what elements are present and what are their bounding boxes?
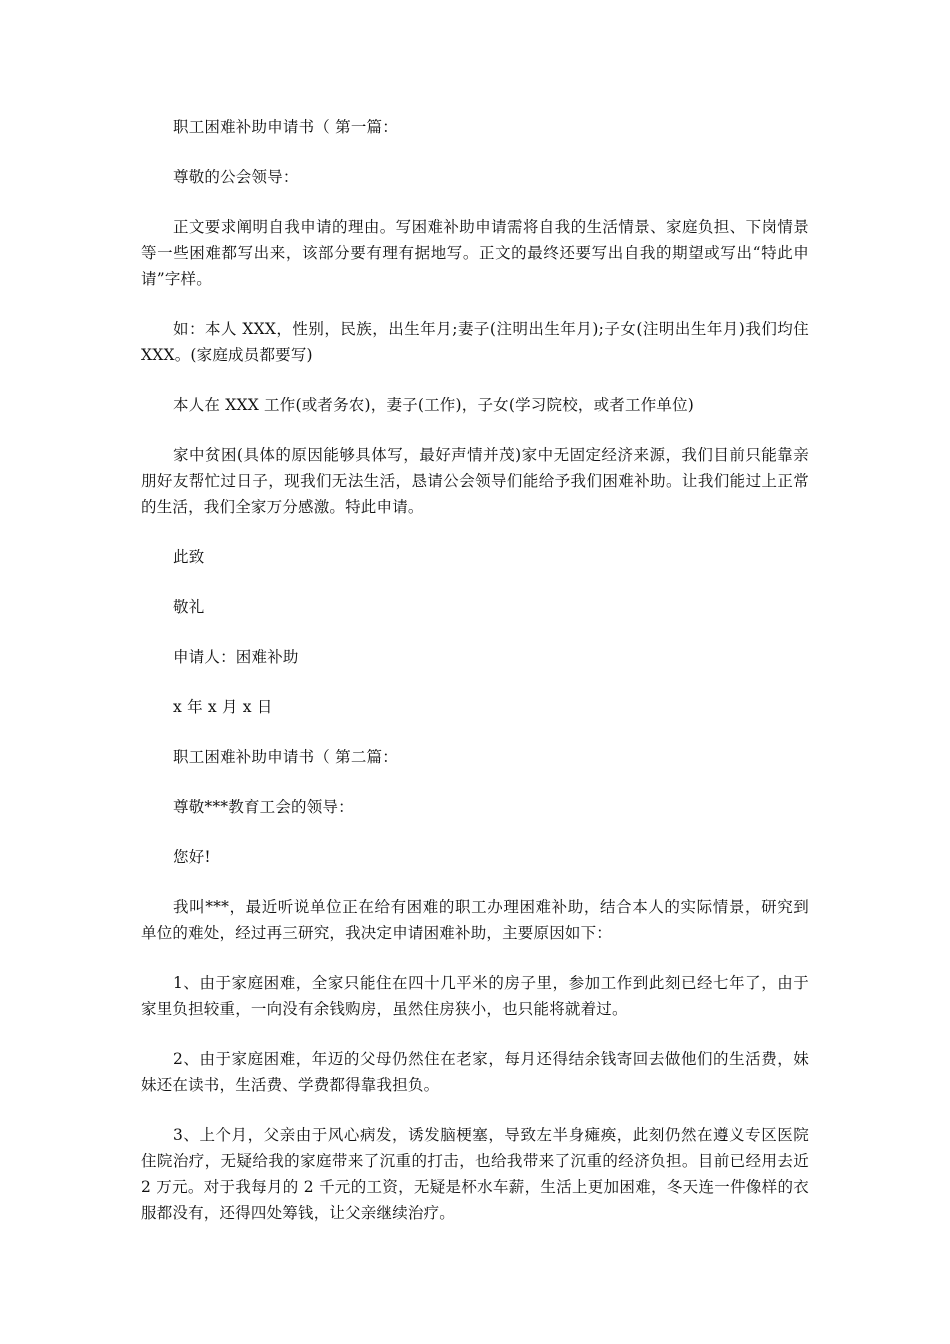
closing-line: 敬礼: [173, 598, 205, 616]
body-paragraph: 我叫***，最近听说单位正在给有困难的职工办理困难补助，结合本人的实际情景，研究到单位的难处，经过再三研究，我决定申请困难补助，主要原因如下：: [141, 898, 809, 942]
salutation: 尊敬***教育工会的领导：: [173, 798, 354, 816]
greeting: 您好!: [173, 848, 211, 866]
body-paragraph: 正文要求阐明自我申请的理由。写困难补助申请需将自我的生活情景、家庭负担、下岗情景等一些困难都写出来，该部分要有理有据地写。正文的最终还要写出自我的期望或写出“特此申请”字样。: [141, 218, 809, 288]
reason-item: 2、由于家庭困难，年迈的父母仍然住在老家，每月还得结余钱寄回去做他们的生活费，妹妹还在读书，生活费、学费都得靠我担负。: [141, 1050, 809, 1094]
body-paragraph: 家中贫困(具体的原因能够具体写，最好声情并茂)家中无固定经济来源，我们目前只能靠亲朋好友帮忙过日子，现我们无法生活，恳请公会领导们能给予我们困难补助。让我们能过上正常的生活，我们全家万分感激。特此申请。: [141, 446, 809, 516]
reason-item: 3、上个月，父亲由于风心病发，诱发脑梗塞，导致左半身瘫痪，此刻仍然在遵义专区医院住院治疗，无疑给我的家庭带来了沉重的打击，也给我带来了沉重的经济负担。目前已经用去近 2 万元。对于我每月的 2 千元的工资，无疑是杯水车薪，生活上更加困难，冬天连一件像样的衣服都没有，还得四处筹钱，让父亲继续治疗。: [141, 1126, 809, 1222]
section-title: 职工困难补助申请书（ 第二篇：: [173, 748, 398, 766]
reason-item: 1、由于家庭困难，全家只能住在四十几平米的房子里，参加工作到此刻已经七年了，由于家里负担较重，一向没有余钱购房，虽然住房狭小，也只能将就着过。: [141, 974, 809, 1018]
salutation: 尊敬的公会领导：: [173, 168, 299, 186]
closing-line: 此致: [173, 548, 205, 566]
body-paragraph: 如：本人 XXX，性别，民族，出生年月;妻子(注明出生年月);子女(注明出生年月)我们均住 XXX。(家庭成员都要写): [141, 320, 809, 364]
section-title: 职工困难补助申请书（ 第一篇：: [173, 118, 398, 136]
document-body: [141, 114, 809, 1250]
applicant-signature: 申请人：困难补助: [173, 648, 299, 666]
date-line: x 年 x 月 x 日: [173, 698, 273, 716]
body-paragraph: 本人在 XXX 工作(或者务农)，妻子(工作)，子女(学习院校，或者工作单位): [173, 396, 695, 414]
